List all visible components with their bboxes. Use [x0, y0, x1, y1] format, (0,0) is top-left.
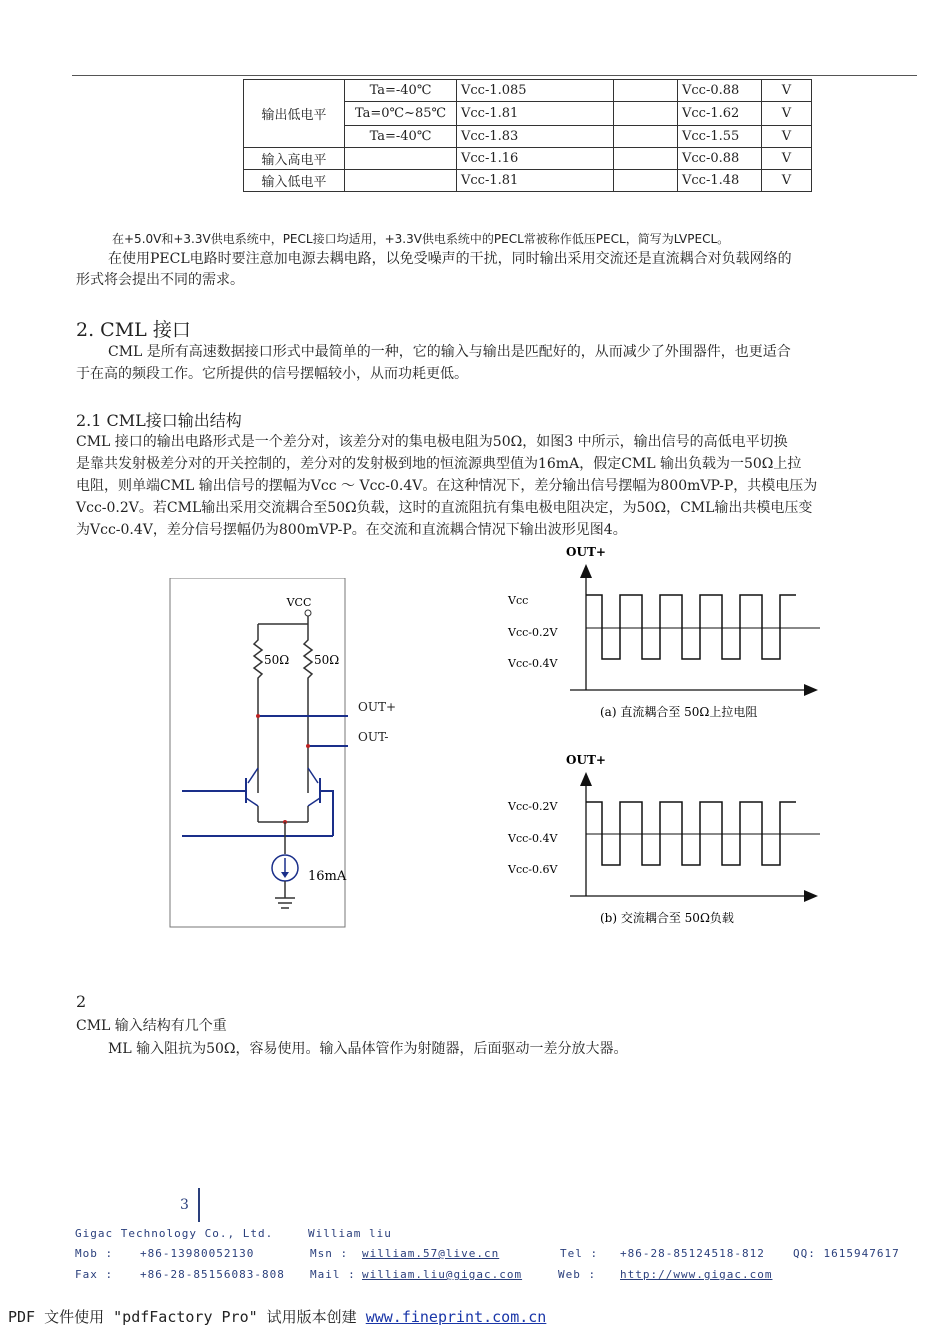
web-link-text[interactable]: http://www.gigac.com — [620, 1268, 773, 1281]
level-label: Vcc-0.6V — [508, 863, 558, 876]
square-wave — [586, 595, 796, 659]
pecl-note: 在+5.0V和+3.3V供电系统中，PECL接口均适用，+3.3V供电系统中的PECL常被称作低压PECL，简写为LVPECL。 — [112, 232, 730, 246]
level-label: Vcc-0.4V — [508, 657, 558, 670]
table-cell — [614, 170, 678, 192]
page-number: 3 — [180, 1197, 189, 1213]
paragraph: 为Vcc-0.4V，差分信号摆幅仍为800mVP-P。在交流和直流耦合情况下输出波形见图4。 — [76, 522, 627, 538]
web-link[interactable] — [620, 1268, 772, 1281]
figure-caption: (a) 直流耦合至 50Ω上拉电阻 — [600, 705, 758, 719]
waveform-ac-coupled — [500, 750, 830, 932]
r1-label: 50Ω — [264, 653, 290, 667]
table-cell: V — [762, 148, 812, 170]
paragraph: 是靠共发射极差分对的开关控制的，差分对的发射极到地的恒流源典型值为16mA，假定CML 输出负载为一50Ω上拉 — [76, 456, 802, 472]
paragraph: 于在高的频段工作。它所提供的信号摆幅较小，从而功耗更低。 — [76, 366, 468, 382]
table-cell: V — [762, 170, 812, 192]
qq-value: QQ: 1615947617 — [793, 1247, 900, 1260]
mob-value: +86-13980052130 — [140, 1247, 255, 1260]
watermark-text: PDF 文件使用 "pdfFactory Pro" 试用版本创建 — [8, 1308, 366, 1326]
web-label: Web : — [558, 1268, 597, 1281]
table-cell: Vcc-1.16 — [457, 148, 614, 170]
table-row — [244, 80, 812, 102]
table-cell: V — [762, 102, 812, 126]
mob-label: Mob : — [75, 1247, 114, 1260]
paragraph: CML 接口的输出电路形式是一个差分对，该差分对的集电极电阻为50Ω，如图3 中所示，输出信号的高低电平切换 — [76, 434, 788, 450]
mail-label: Mail : — [310, 1268, 356, 1281]
cml-output-circuit — [168, 578, 348, 930]
contact-name: William liu — [308, 1227, 392, 1240]
paragraph: 电阻，则单端CML 输出信号的摆幅为Vcc ～ Vcc-0.4V。在这种情况下，差分输出信号摆幅为800mVP-P，共模电压为 — [76, 478, 818, 494]
table-cell: Vcc-1.62 — [678, 102, 762, 126]
section-heading: 2. CML 接口 — [76, 319, 191, 341]
pdf-watermark — [8, 1306, 546, 1327]
mail-link[interactable] — [362, 1268, 522, 1281]
axis-label: OUT+ — [566, 545, 606, 559]
table-cell: Vcc-1.55 — [678, 126, 762, 148]
footer-divider — [198, 1188, 200, 1222]
row-label: 输入高电平 — [244, 148, 345, 170]
level-label: Vcc-0.2V — [508, 800, 558, 813]
table-cell: Vcc-1.81 — [457, 102, 614, 126]
level-label: Vcc — [508, 594, 529, 607]
out-plus-label: OUT+ — [358, 700, 397, 714]
out-minus-label: OUT- — [358, 730, 389, 744]
r2-label: 50Ω — [314, 653, 340, 667]
waveform-dc-coupled — [500, 542, 830, 724]
table-cell — [614, 126, 678, 148]
tel-label: Tel : — [560, 1247, 599, 1260]
tel-value: +86-28-85124518-812 — [620, 1247, 765, 1260]
paragraph: ML 输入阻抗为50Ω，容易使用。输入晶体管作为射随器，后面驱动一差分放大器。 — [108, 1041, 628, 1057]
table-cell: V — [762, 80, 812, 102]
subsection-heading: 2.1 CML接口输出结构 — [76, 411, 242, 430]
table-cell: Ta=-40℃ — [345, 126, 457, 148]
paragraph: CML 输入结构有几个重 — [76, 1018, 227, 1034]
spec-table — [243, 79, 812, 192]
table-cell: Vcc-1.48 — [678, 170, 762, 192]
resistor-left — [254, 624, 262, 793]
watermark-link[interactable]: www.fineprint.com.cn — [365, 1308, 547, 1326]
table-cell: Vcc-0.88 — [678, 80, 762, 102]
fax-label: Fax : — [75, 1268, 114, 1281]
paragraph: 在使用PECL电路时要注意加电源去耦电路，以免受噪声的干扰，同时输出采用交流还是直流耦合对负载网络的 — [108, 251, 792, 267]
figure-caption: (b) 交流耦合至 50Ω负载 — [600, 911, 734, 925]
table-cell: Vcc-1.085 — [457, 80, 614, 102]
mail-link-text[interactable]: william.liu@gigac.com — [362, 1268, 523, 1281]
paragraph: Vcc-0.2V。若CML输出采用交流耦合至50Ω负载，这时的直流阻抗有集电极电阻决定，为50Ω，CML输出共模电压变 — [76, 500, 813, 516]
row-label: 输出低电平 — [244, 80, 345, 148]
table-cell — [614, 102, 678, 126]
company-name: Gigac Technology Co., Ltd. — [75, 1227, 274, 1240]
table-cell — [345, 148, 457, 170]
table-cell — [345, 170, 457, 192]
table-cell: Ta=0℃~85℃ — [345, 102, 457, 126]
paragraph: 形式将会提出不同的需求。 — [76, 272, 244, 288]
header-rule — [72, 75, 917, 76]
table-cell — [614, 148, 678, 170]
vcc-label: VCC — [286, 596, 312, 609]
msn-label: Msn : — [310, 1247, 349, 1260]
current-label: 16mA — [308, 869, 347, 884]
section-number: 2 — [76, 992, 87, 1011]
msn-link[interactable] — [362, 1247, 499, 1260]
level-label: Vcc-0.4V — [508, 832, 558, 845]
fax-value: +86-28-85156083-808 — [140, 1268, 285, 1281]
table-cell: Ta=-40℃ — [345, 80, 457, 102]
axis-label: OUT+ — [566, 753, 606, 767]
table-cell — [614, 80, 678, 102]
row-label: 输入低电平 — [244, 170, 345, 192]
table-cell: V — [762, 126, 812, 148]
table-row — [244, 148, 812, 170]
resistor-right — [304, 624, 312, 793]
msn-link-text[interactable]: william.57@live.cn — [362, 1247, 500, 1260]
table-cell: Vcc-1.83 — [457, 126, 614, 148]
paragraph: CML 是所有高速数据接口形式中最简单的一种，它的输入与输出是匹配好的，从而减少了外围器件，也更适合 — [108, 344, 791, 360]
table-cell: Vcc-1.81 — [457, 170, 614, 192]
table-row — [244, 170, 812, 192]
table-cell: Vcc-0.88 — [678, 148, 762, 170]
level-label: Vcc-0.2V — [508, 626, 558, 639]
